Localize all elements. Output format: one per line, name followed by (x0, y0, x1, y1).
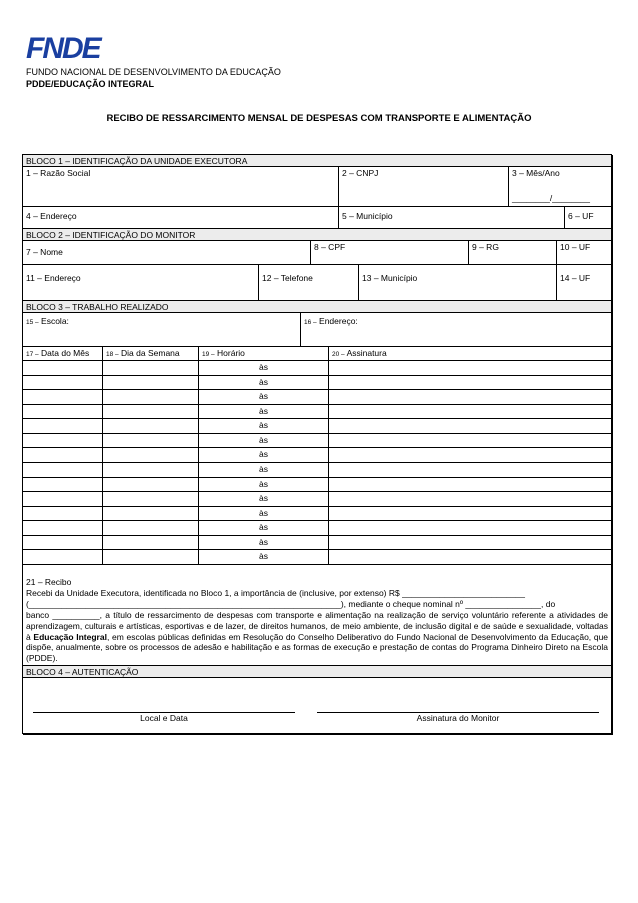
row-horario-cell[interactable]: às (199, 536, 329, 551)
row-assinatura-cell[interactable] (329, 492, 611, 507)
escola-num: 15 – (26, 319, 39, 326)
col-label: Assinatura (346, 348, 387, 358)
row-data-cell[interactable] (23, 521, 103, 536)
row-dia-cell[interactable] (103, 521, 199, 536)
escola-label: Escola: (41, 316, 69, 326)
row-data-cell[interactable] (23, 419, 103, 434)
mes-ano-blank: ________/________ (512, 193, 590, 203)
endereco-escola-field[interactable] (301, 313, 611, 347)
telefone-field[interactable]: 12 – Telefone (259, 265, 359, 301)
row-dia-cell[interactable] (103, 376, 199, 391)
recibo-body (26, 610, 608, 665)
row-assinatura-cell[interactable] (329, 463, 611, 478)
row-horario-cell[interactable]: às (199, 390, 329, 405)
row-data-cell[interactable] (23, 405, 103, 420)
col-label: Horário (217, 348, 245, 358)
endereco-escola-num: 16 – (304, 319, 317, 326)
uf2-monitor-field[interactable]: 14 – UF (557, 265, 611, 301)
municipio-monitor-field[interactable]: 13 – Município (359, 265, 557, 301)
col-assinatura (329, 347, 611, 361)
row-horario-cell[interactable]: às (199, 492, 329, 507)
row-horario-cell[interactable]: às (199, 550, 329, 565)
row-dia-cell[interactable] (103, 448, 199, 463)
row-data-cell[interactable] (23, 361, 103, 376)
recibo-body-post: , em escolas públicas definidas em Resolução do Conselho Deliberativo do Fundo Nacional de Desenvolvimento da Educação, que dispõe, anualmente, sobre os processos de adesão e habilitação e as formas de execução e prestação de contas do Programa Dinheiro Direto na Escola (PDDE). (26, 631, 609, 664)
assinatura-monitor-label: Assinatura do Monitor (416, 713, 500, 723)
document-title: RECIBO DE RESSARCIMENTO MENSAL DE DESPESAS COM TRANSPORTE E ALIMENTAÇÃO (106, 113, 532, 124)
row-dia-cell[interactable] (103, 405, 199, 420)
endereco-escola-label: Endereço: (319, 316, 358, 326)
row-assinatura-cell[interactable] (329, 521, 611, 536)
row-data-cell[interactable] (23, 536, 103, 551)
endereco-ue-field[interactable]: 4 – Endereço (23, 207, 339, 229)
col-data-mes (23, 347, 103, 361)
row-horario-cell[interactable]: às (199, 361, 329, 376)
mes-ano-field[interactable] (509, 167, 611, 207)
row-assinatura-cell[interactable] (329, 478, 611, 493)
row-data-cell[interactable] (23, 434, 103, 449)
row-dia-cell[interactable] (103, 507, 199, 522)
row-data-cell[interactable] (23, 376, 103, 391)
rg-field[interactable]: 9 – RG (469, 241, 557, 265)
row-horario-cell[interactable]: às (199, 507, 329, 522)
row-assinatura-cell[interactable] (329, 376, 611, 391)
row-horario-cell[interactable]: às (199, 419, 329, 434)
row-horario-cell[interactable]: às (199, 376, 329, 391)
receipt-form (22, 154, 612, 734)
org-name: FUNDO NACIONAL DE DESENVOLVIMENTO DA EDUCAÇÃO (26, 67, 281, 77)
nome-field[interactable]: 7 – Nome (23, 241, 311, 265)
recibo-line2[interactable]: (__________________________________________________________________), mediante o cheque nominal nº ________________, do (26, 598, 556, 609)
local-data-label: Local e Data (140, 713, 188, 723)
uf-monitor-field[interactable]: 10 – UF (557, 241, 611, 265)
col-horario (199, 347, 329, 361)
row-data-cell[interactable] (23, 448, 103, 463)
row-horario-cell[interactable]: às (199, 521, 329, 536)
logo-text: FNDE (26, 32, 100, 65)
recibo-line1[interactable]: Recebi da Unidade Executora, identificada no Bloco 1, a importância de (inclusive, por extenso) R$ __________________________ (26, 587, 526, 598)
col-num: 17 – (26, 351, 39, 358)
row-assinatura-cell[interactable] (329, 448, 611, 463)
row-horario-cell[interactable]: às (199, 478, 329, 493)
row-dia-cell[interactable] (103, 478, 199, 493)
col-num: 20 – (332, 351, 345, 358)
row-dia-cell[interactable] (103, 463, 199, 478)
fnde-logo (26, 32, 100, 65)
row-dia-cell[interactable] (103, 536, 199, 551)
municipio-ue-field[interactable]: 5 – Município (339, 207, 565, 229)
row-dia-cell[interactable] (103, 361, 199, 376)
row-dia-cell[interactable] (103, 419, 199, 434)
escola-field[interactable] (23, 313, 301, 347)
row-data-cell[interactable] (23, 478, 103, 493)
row-horario-cell[interactable]: às (199, 448, 329, 463)
recibo-body-pre: banco __________, a título de ressarcimento de despesas com transporte e alimentação na realização de serviço voluntário referente a atividades de aprendizagem, culturais e artísticas, esportivas e de lazer, de direitos humanos, de meio ambiente, de inclusão digital e de saúde e sexualidade, voltadas à (26, 609, 608, 642)
bloco3-title: BLOCO 3 – TRABALHO REALIZADO (23, 301, 611, 313)
col-dia-semana (103, 347, 199, 361)
cnpj-field[interactable]: 2 – CNPJ (339, 167, 509, 207)
col-label: Data do Mês (41, 348, 90, 358)
row-horario-cell[interactable]: às (199, 463, 329, 478)
row-data-cell[interactable] (23, 492, 103, 507)
row-data-cell[interactable] (23, 463, 103, 478)
recibo-body-bold: Educação Integral (33, 631, 107, 642)
recibo-title: 21 – Recibo (26, 577, 72, 587)
bloco4-title: BLOCO 4 – AUTENTICAÇÃO (23, 666, 611, 678)
col-num: 18 – (106, 351, 119, 358)
row-assinatura-cell[interactable] (329, 507, 611, 522)
row-assinatura-cell[interactable] (329, 419, 611, 434)
bloco2-title: BLOCO 2 – IDENTIFICAÇÃO DO MONITOR (23, 229, 611, 241)
uf-ue-field[interactable]: 6 – UF (565, 207, 611, 229)
cpf-field[interactable]: 8 – CPF (311, 241, 469, 265)
row-assinatura-cell[interactable] (329, 405, 611, 420)
row-assinatura-cell[interactable] (329, 361, 611, 376)
row-dia-cell[interactable] (103, 434, 199, 449)
row-horario-cell[interactable]: às (199, 405, 329, 420)
row-dia-cell[interactable] (103, 492, 199, 507)
row-assinatura-cell[interactable] (329, 550, 611, 565)
row-assinatura-cell[interactable] (329, 536, 611, 551)
recibo-section (23, 575, 611, 666)
col-label: Dia da Semana (121, 348, 180, 358)
bloco1-title: BLOCO 1 – IDENTIFICAÇÃO DA UNIDADE EXECUTORA (23, 155, 611, 167)
row-horario-cell[interactable]: às (199, 434, 329, 449)
razao-social-field[interactable]: 1 – Razão Social (23, 167, 339, 207)
row-data-cell[interactable] (23, 550, 103, 565)
row-data-cell[interactable] (23, 507, 103, 522)
row-data-cell[interactable] (23, 390, 103, 405)
col-num: 19 – (202, 351, 215, 358)
row-dia-cell[interactable] (103, 390, 199, 405)
program-name: PDDE/EDUCAÇÃO INTEGRAL (26, 79, 155, 89)
row-dia-cell[interactable] (103, 550, 199, 565)
row-assinatura-cell[interactable] (329, 390, 611, 405)
row-assinatura-cell[interactable] (329, 434, 611, 449)
mes-ano-label: 3 – Mês/Ano (512, 168, 560, 178)
endereco-monitor-field[interactable]: 11 – Endereço (23, 265, 259, 301)
